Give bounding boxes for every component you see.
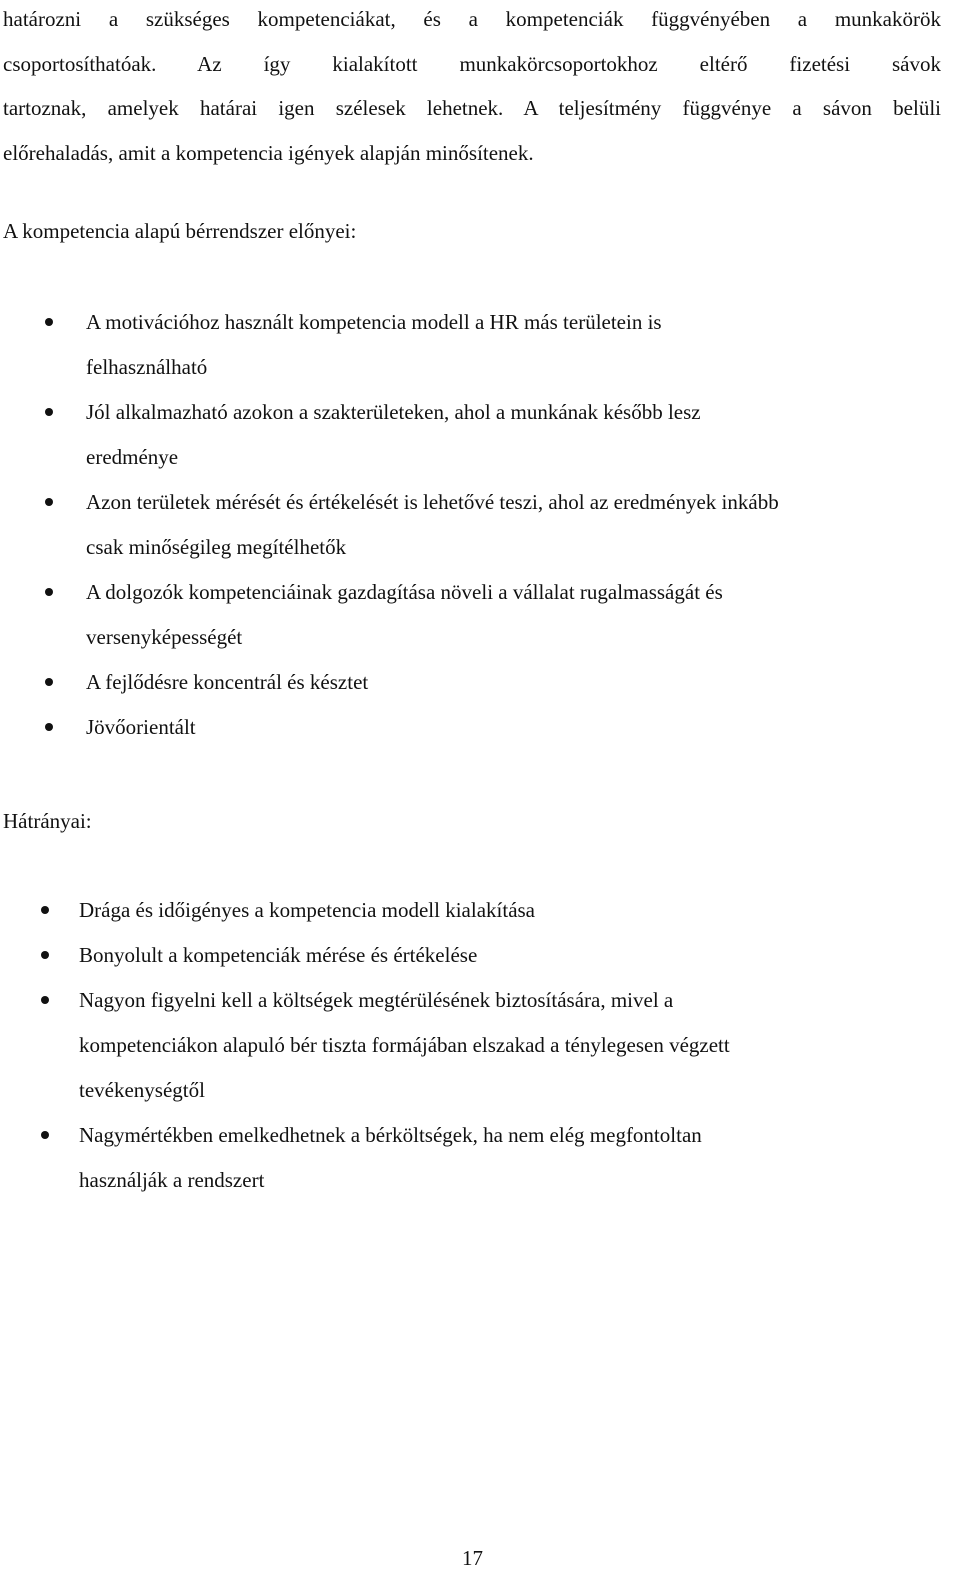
bullet-icon (45, 678, 53, 686)
list-item-line: A motivációhoz használt kompetencia modell a HR más területein is (86, 310, 662, 334)
list-item-line: Azon területek mérését és értékelését is lehetővé teszi, ahol az eredmények inkább (86, 490, 779, 514)
intro-paragraph (3, 0, 941, 175)
list-item (0, 390, 940, 480)
list-item (0, 1113, 940, 1203)
bullet-icon (45, 318, 53, 326)
intro-line: tartoznak, amelyek határai igen szélesek lehetnek. A teljesítmény függvénye a sávon belüli (3, 96, 941, 120)
list-item-line: használják a rendszert (79, 1168, 265, 1192)
list-item (0, 570, 940, 660)
list-item-line: kompetenciákon alapuló bér tiszta formájában elszakad a ténylegesen végzett (79, 1033, 730, 1057)
bullet-icon (45, 588, 53, 596)
list-item-line: versenyképességét (86, 625, 243, 649)
list-item (0, 660, 940, 705)
list-item (0, 480, 940, 570)
bullet-icon (45, 408, 53, 416)
advantages-list (0, 300, 940, 750)
list-item (0, 300, 940, 390)
list-item (0, 978, 940, 1113)
list-item-line: Bonyolult a kompetenciák mérése és értékelése (79, 943, 478, 967)
list-item-line: eredménye (86, 445, 179, 469)
bullet-icon (41, 951, 49, 959)
list-item-line: Drága és időigényes a kompetencia modell kialakítása (79, 898, 536, 922)
list-item-line: Nagymértékben emelkedhetnek a bérköltségek, ha nem elég megfontoltan (79, 1123, 702, 1147)
bullet-icon (45, 498, 53, 506)
intro-line: csoportosíthatóak. Az így kialakított munkakörcsoportokhoz eltérő fizetési sávok (3, 51, 941, 76)
list-item-line: A dolgozók kompetenciáinak gazdagítása növeli a vállalat rugalmasságát és (86, 580, 723, 604)
list-item-line: A fejlődésre koncentrál és késztet (86, 670, 369, 694)
bullet-icon (41, 996, 49, 1004)
intro-line: előrehaladás, amit a kompetencia igények alapján minősítenek. (3, 140, 534, 165)
list-item (0, 705, 940, 750)
list-item-line: Jól alkalmazható azokon a szakterületeken, ahol a munkának később lesz (86, 400, 701, 424)
bullet-icon (45, 723, 53, 731)
list-item-line: felhasználható (86, 355, 208, 379)
list-item (0, 888, 940, 933)
list-item-line: csak minőségileg megítélhetők (86, 535, 347, 559)
list-item (0, 933, 940, 978)
list-item-line: Nagyon figyelni kell a költségek megtérülésének biztosítására, mivel a (79, 988, 674, 1012)
advantages-heading: A kompetencia alapú bérrendszer előnyei: (3, 219, 357, 243)
list-item-line: Jövőorientált (86, 715, 196, 739)
intro-line: határozni a szükséges kompetenciákat, és a kompetenciák függvényében a munkakörök (3, 7, 941, 31)
disadvantages-list (0, 888, 940, 1203)
bullet-icon (41, 906, 49, 914)
list-item-line: tevékenységtől (79, 1078, 205, 1102)
page-number: 17 (462, 1546, 483, 1570)
disadvantages-heading: Hátrányai: (3, 809, 92, 833)
bullet-icon (41, 1131, 49, 1139)
